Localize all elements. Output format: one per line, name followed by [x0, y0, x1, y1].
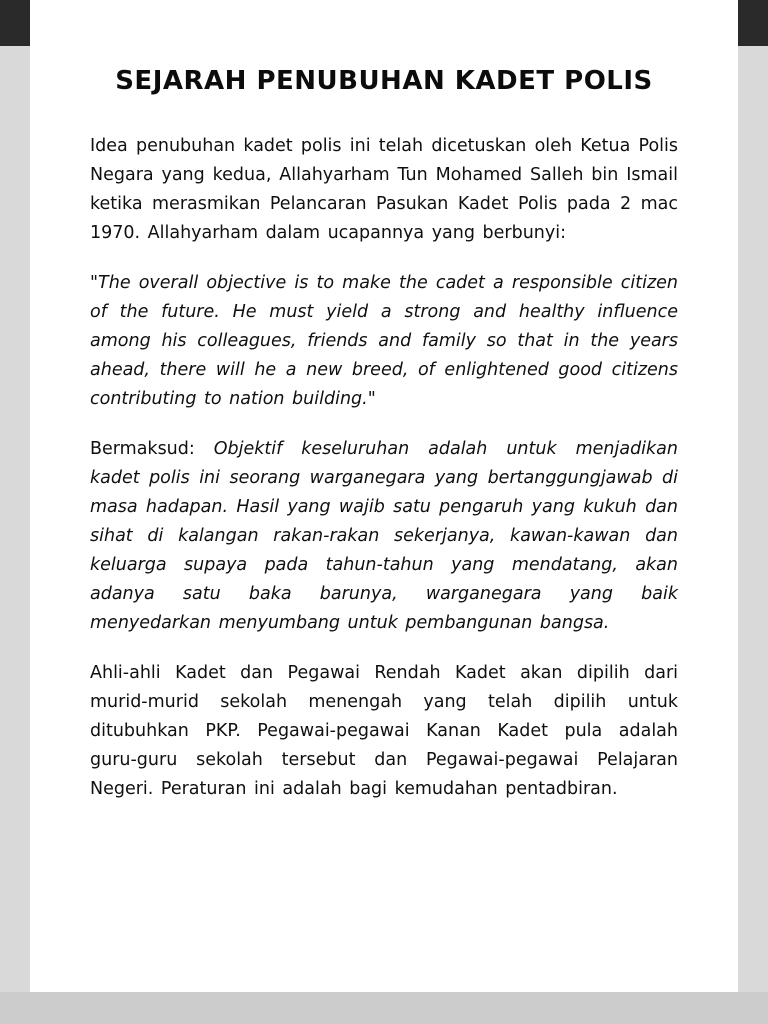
top-right-corner-block	[738, 0, 768, 46]
paragraph-translation-body: Objektif keseluruhan adalah untuk menjadikan kadet polis ini seorang warganegara yang bertanggungjawab di masa hadapan. Hasil yang wajib satu pengaruh yang kukuh dan sihat di kalangan rakan-rakan sekerjanya, kawan-kawan dan keluarga supaya pada tahun-tahun yang mendatang, akan adanya satu baka barunya, warganegara yang baik menyedarkan menyumbang untuk pembangunan bangsa.	[90, 439, 678, 633]
left-margin	[0, 0, 30, 992]
paragraph-translation-lead: Bermaksud:	[90, 439, 214, 459]
top-left-corner-block	[0, 0, 30, 46]
paragraph-quote: "The overall objective is to make the cadet a responsible citizen of the future. He must yield a strong and healthy influence among his colleagues, friends and family so that in the years ahead, there will he a new breed, of enlightened good citizens contributing to nation building."	[90, 273, 678, 409]
bottom-margin	[0, 992, 768, 1024]
paragraph-intro: Idea penubuhan kadet polis ini telah dicetuskan oleh Ketua Polis Negara yang kedua, Allahyarham Tun Mohamed Salleh bin Ismail ketika merasmikan Pelancaran Pasukan Kadet Polis pada 2 mac 1970. Allahyarham dalam ucapannya yang berbunyi:	[90, 136, 678, 243]
paragraph-translation	[90, 435, 678, 638]
right-margin	[738, 0, 768, 992]
page-title: SEJARAH PENUBUHAN KADET POLIS	[115, 66, 653, 96]
document-page	[30, 0, 738, 992]
paragraph-closing: Ahli-ahli Kadet dan Pegawai Rendah Kadet akan dipilih dari murid-murid sekolah menengah yang telah dipilih untuk ditubuhkan PKP. Pegawai-pegawai Kanan Kadet pula adalah guru-guru sekolah tersebut dan Pegawai-pegawai Pelajaran Negeri. Peraturan ini adalah bagi kemudahan pentadbiran.	[90, 663, 678, 799]
